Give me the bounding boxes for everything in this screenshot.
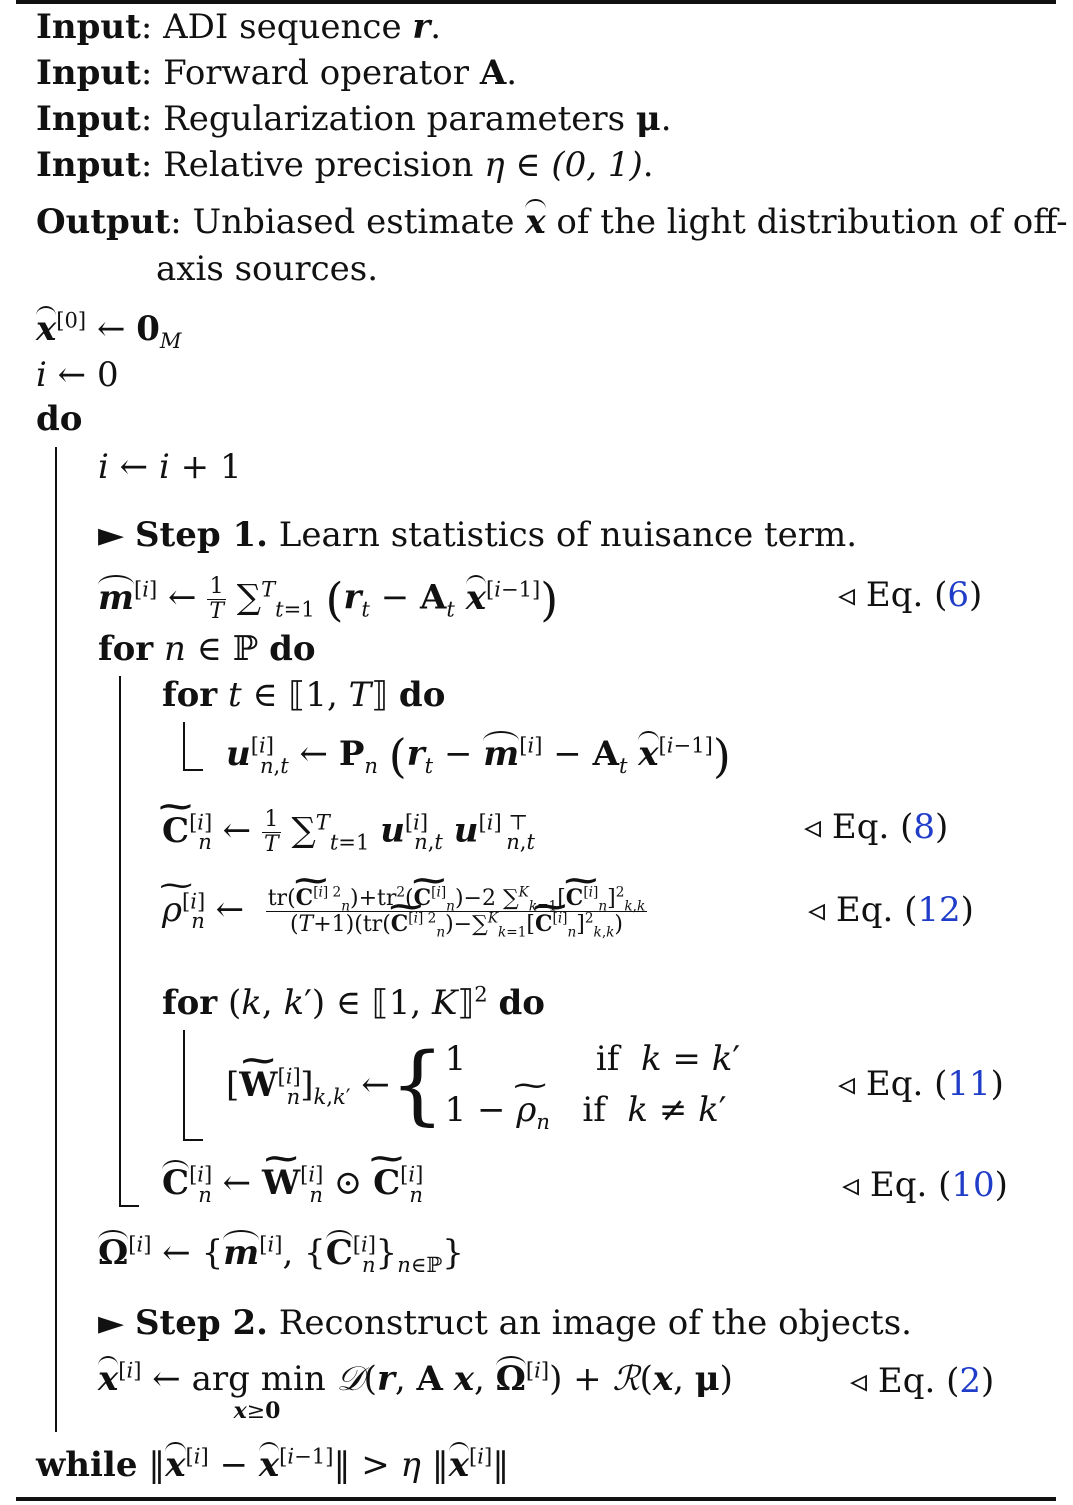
bottom-rule bbox=[16, 1497, 1056, 1501]
step1-comment: ► Step 1. Learn statistics of nuisance term. bbox=[98, 515, 858, 555]
eq-ref-12: ◃ Eq. (12) bbox=[808, 890, 974, 930]
for-kk-line: for (k, k′) ∈ ⟦1, K⟧$^2$ do bbox=[162, 981, 545, 1023]
input-line-2: Input: Forward operator A. bbox=[36, 53, 518, 93]
u-update: $u[i]_{n,t}$ ← $P_n$ ($r_t - m[i] - A_t$ x[i−1]) bbox=[226, 729, 731, 783]
init-i: i ← 0 bbox=[36, 355, 119, 395]
increment-i: i ← i + 1 bbox=[98, 447, 242, 487]
for-t-bar-end bbox=[183, 769, 203, 771]
m-update: m[i] ← $\frac{1}{T}$ ∑$^T_{t=1}$ ($r_t - A_t$ x[i−1]) bbox=[98, 572, 559, 627]
for-t-line: for t ∈ ⟦1, T⟧ do bbox=[162, 675, 446, 715]
w-update: [~ $W[i]_n]_{k,k'}$ ←{1 if k = k′ 1 − ~ $\rho_n$ if k ≠ k′ bbox=[226, 1034, 740, 1136]
input-line-3: Input: Regularization parameters μ. bbox=[36, 99, 672, 139]
c-tilde-update: ~ $C[i]_n$ ← $\frac{1}{T}$ ∑$^T_{t=1}$ $u[i]_{n,t}$ $u^{[i] ⊤}_{n,t}$ bbox=[162, 808, 535, 857]
for-t-bar bbox=[183, 722, 185, 770]
omega-update: Ω[i] ← {m[i], $\{C[i]_n\}_{n\in ℙ}$} bbox=[98, 1231, 464, 1277]
for-n-bar bbox=[119, 676, 121, 1206]
while-line: while ‖x[i] − x[i−1]‖ > η ‖x[i]‖ bbox=[36, 1443, 510, 1485]
x-update: x[i] ← arg min x≥0 𝒟(r, A x, Ω[i]) + ℛ(x, μ) bbox=[98, 1357, 733, 1424]
do-keyword: do bbox=[36, 399, 83, 439]
for-kk-bar-end bbox=[183, 1139, 203, 1141]
c-hat-update: $C[i]_n$ ← ~ $W[i]_n$ ⊙ ~ $C[i]_n$ bbox=[162, 1166, 423, 1200]
input-line-4: Input: Relative precision η ∈ (0, 1). bbox=[36, 145, 654, 185]
output-line-2: axis sources. bbox=[156, 249, 379, 289]
rho-update: ~ $\rho[i]_n$ ← $\frac{tr(\sim C^{[i] 2}_n)+tr^2(\sim C^{[i]}_n)-2 \sum^K_{k=1}[\sim C^{[i]}_n]^2_{k,k}}{(T+1)(tr(\sim C^{[i] 2}_n)-\sum^K_{k=1}[\sim C^{[i]}_n]^2_{k,k})}$ bbox=[162, 886, 647, 937]
do-loop-bar bbox=[55, 447, 57, 1432]
eq-ref-11: ◃ Eq. (11) bbox=[838, 1064, 1004, 1104]
init-x: x[0] ← $0_M$ bbox=[36, 307, 182, 353]
eq-ref-2: ◃ Eq. (2) bbox=[850, 1361, 995, 1401]
eq-ref-10: ◃ Eq. (10) bbox=[842, 1165, 1008, 1205]
eq-ref-6: ◃ Eq. (6) bbox=[838, 575, 983, 615]
for-n-line: for n ∈ ℙ do bbox=[98, 629, 316, 669]
for-n-bar-end bbox=[119, 1205, 139, 1207]
step2-comment: ► Step 2. Reconstruct an image of the objects. bbox=[98, 1303, 912, 1343]
eq-ref-8: ◃ Eq. (8) bbox=[804, 807, 949, 847]
input-line-1: Input: ADI sequence r. bbox=[36, 7, 442, 47]
top-rule bbox=[16, 0, 1056, 4]
output-line-1: Output: Unbiased estimate x of the light distribution of off- bbox=[36, 202, 1068, 242]
for-kk-bar bbox=[183, 1030, 185, 1140]
